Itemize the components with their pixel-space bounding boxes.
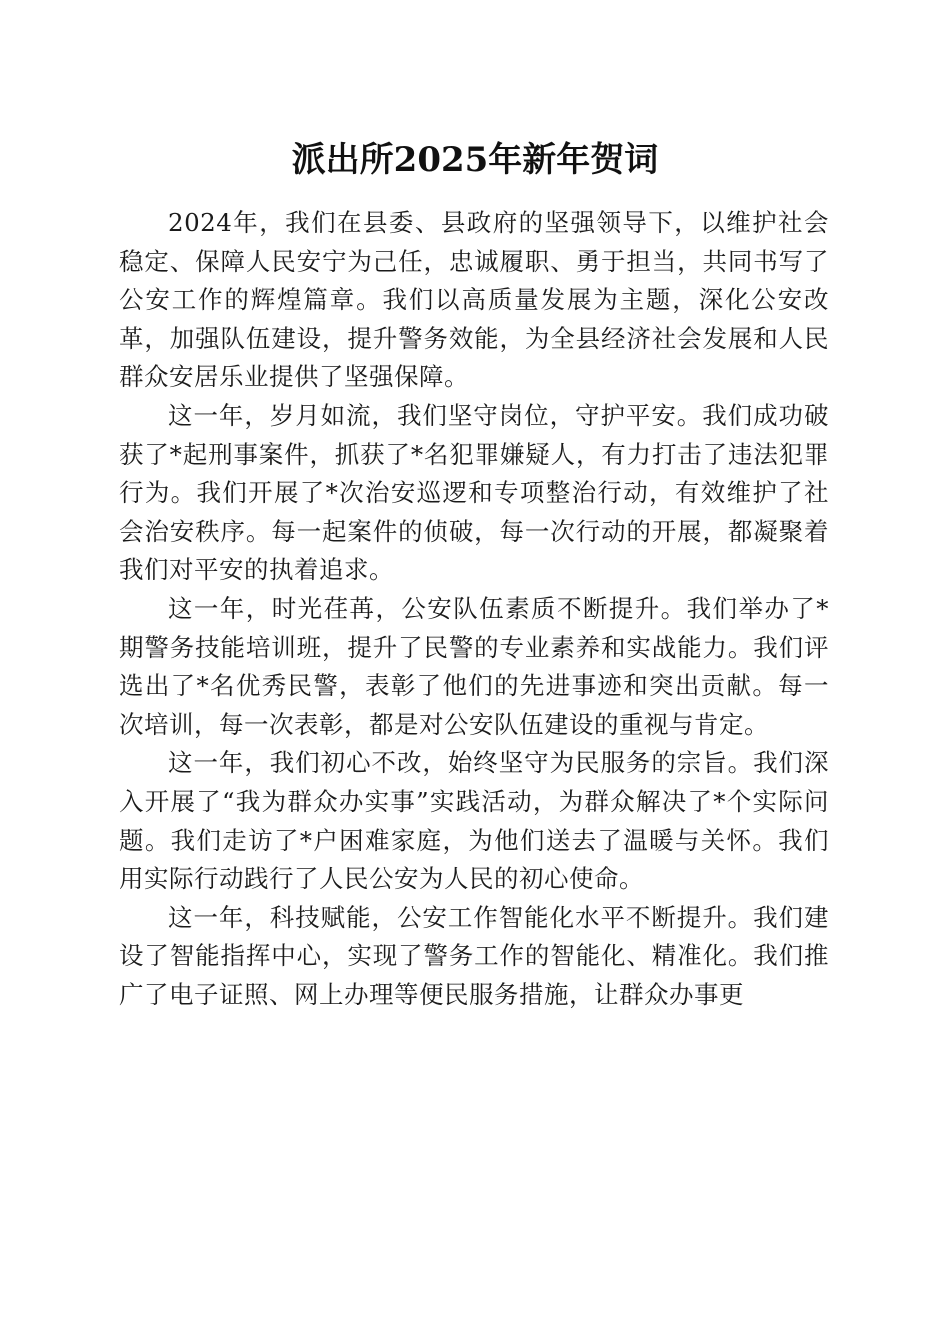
document-body [119,204,829,1014]
paragraph-technology: 这一年，科技赋能，公安工作智能化水平不断提升。我们建设了智能指挥中心，实现了警务工作的智能化、精准化。我们推广了电子证照、网上办理等便民服务措施，让群众办事更 [119,902,829,1009]
document-title: 派出所2025年新年贺词 [291,140,659,180]
paragraph-team-building: 这一年，时光荏苒，公安队伍素质不断提升。我们举办了*期警务技能培训班，提升了民警的专业素养和实战能力。我们评选出了*名优秀民警，表彰了他们的先进事迹和突出贡献。每一次培训，每一次表彰，都是对公安队伍建设的重视与肯定。 [119,593,829,739]
paragraph-public-service: 这一年，我们初心不改，始终坚守为民服务的宗旨。我们深入开展了“我为群众办实事”实践活动，为群众解决了*个实际问题。我们走访了*户困难家庭，为他们送去了温暖与关怀。我们用实际行动践行了人民公安为人民的初心使命。 [119,748,829,894]
paragraph-intro: 2024年，我们在县委、县政府的坚强领导下，以维护社会稳定、保障人民安宁为己任，忠诚履职、勇于担当，共同书写了公安工作的辉煌篇章。我们以高质量发展为主题，深化公安改革，加强队伍建设，提升警务效能，为全县经济社会发展和人民群众安居乐业提供了坚强保障。 [119,208,829,392]
paragraph-case-work: 这一年，岁月如流，我们坚守岗位，守护平安。我们成功破获了*起刑事案件，抓获了*名犯罪嫌疑人，有力打击了违法犯罪行为。我们开展了*次治安巡逻和专项整治行动，有效维护了社会治安秩序。每一起案件的侦破，每一次行动的开展，都凝聚着我们对平安的执着追求。 [119,400,829,585]
